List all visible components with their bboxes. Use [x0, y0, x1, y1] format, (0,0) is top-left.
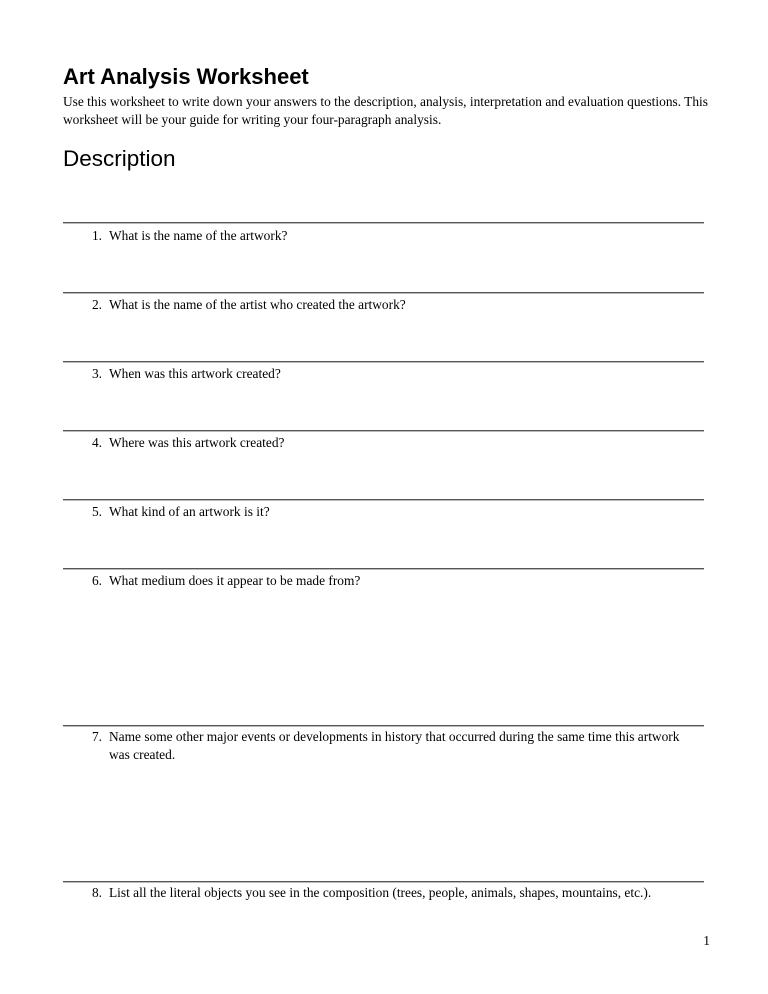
question-text: List all the literal objects you see in the composition (trees, people, animals, shapes, mountains, etc.).: [109, 885, 652, 900]
question-item: [63, 227, 704, 245]
answer-rule: [63, 292, 704, 293]
question-text: What medium does it appear to be made from?: [109, 573, 361, 588]
question-item: [63, 296, 704, 314]
answer-rule: [63, 222, 704, 223]
question-text: What is the name of the artwork?: [109, 228, 288, 243]
question-item: [63, 365, 704, 383]
answer-rule: [63, 725, 704, 726]
question-item: [63, 434, 704, 452]
question-number: 5.: [91, 504, 102, 519]
question-number: 3.: [91, 366, 102, 381]
question-text: When was this artwork created?: [109, 366, 281, 381]
page-number: 1: [703, 933, 710, 948]
answer-rule: [63, 568, 704, 569]
question-item: [63, 572, 704, 590]
worksheet-intro: Use this worksheet to write down your answers to the description, analysis, interpretation and evaluation questions. This worksheet will be your guide for writing your four-paragraph analysis.: [63, 94, 708, 127]
question-item: [63, 503, 704, 521]
worksheet-title: Art Analysis Worksheet: [63, 64, 309, 89]
question-text: Name some other major events or developments in history that occurred during the same time this artwork was created.: [109, 729, 680, 762]
question-number: 8.: [91, 885, 102, 900]
section-heading-description: Description: [63, 146, 176, 171]
question-number: 1.: [91, 228, 102, 243]
answer-rule: [63, 499, 704, 500]
question-text: What is the name of the artist who created the artwork?: [109, 297, 406, 312]
question-item: [63, 728, 704, 764]
question-number: 2.: [91, 297, 102, 312]
question-number: 7.: [91, 729, 102, 744]
answer-rule: [63, 430, 704, 431]
question-text: Where was this artwork created?: [109, 435, 285, 450]
answer-rule: [63, 881, 704, 882]
answer-rule: [63, 361, 704, 362]
question-number: 6.: [91, 573, 102, 588]
question-text: What kind of an artwork is it?: [109, 504, 270, 519]
question-item: [63, 884, 704, 902]
question-number: 4.: [91, 435, 102, 450]
